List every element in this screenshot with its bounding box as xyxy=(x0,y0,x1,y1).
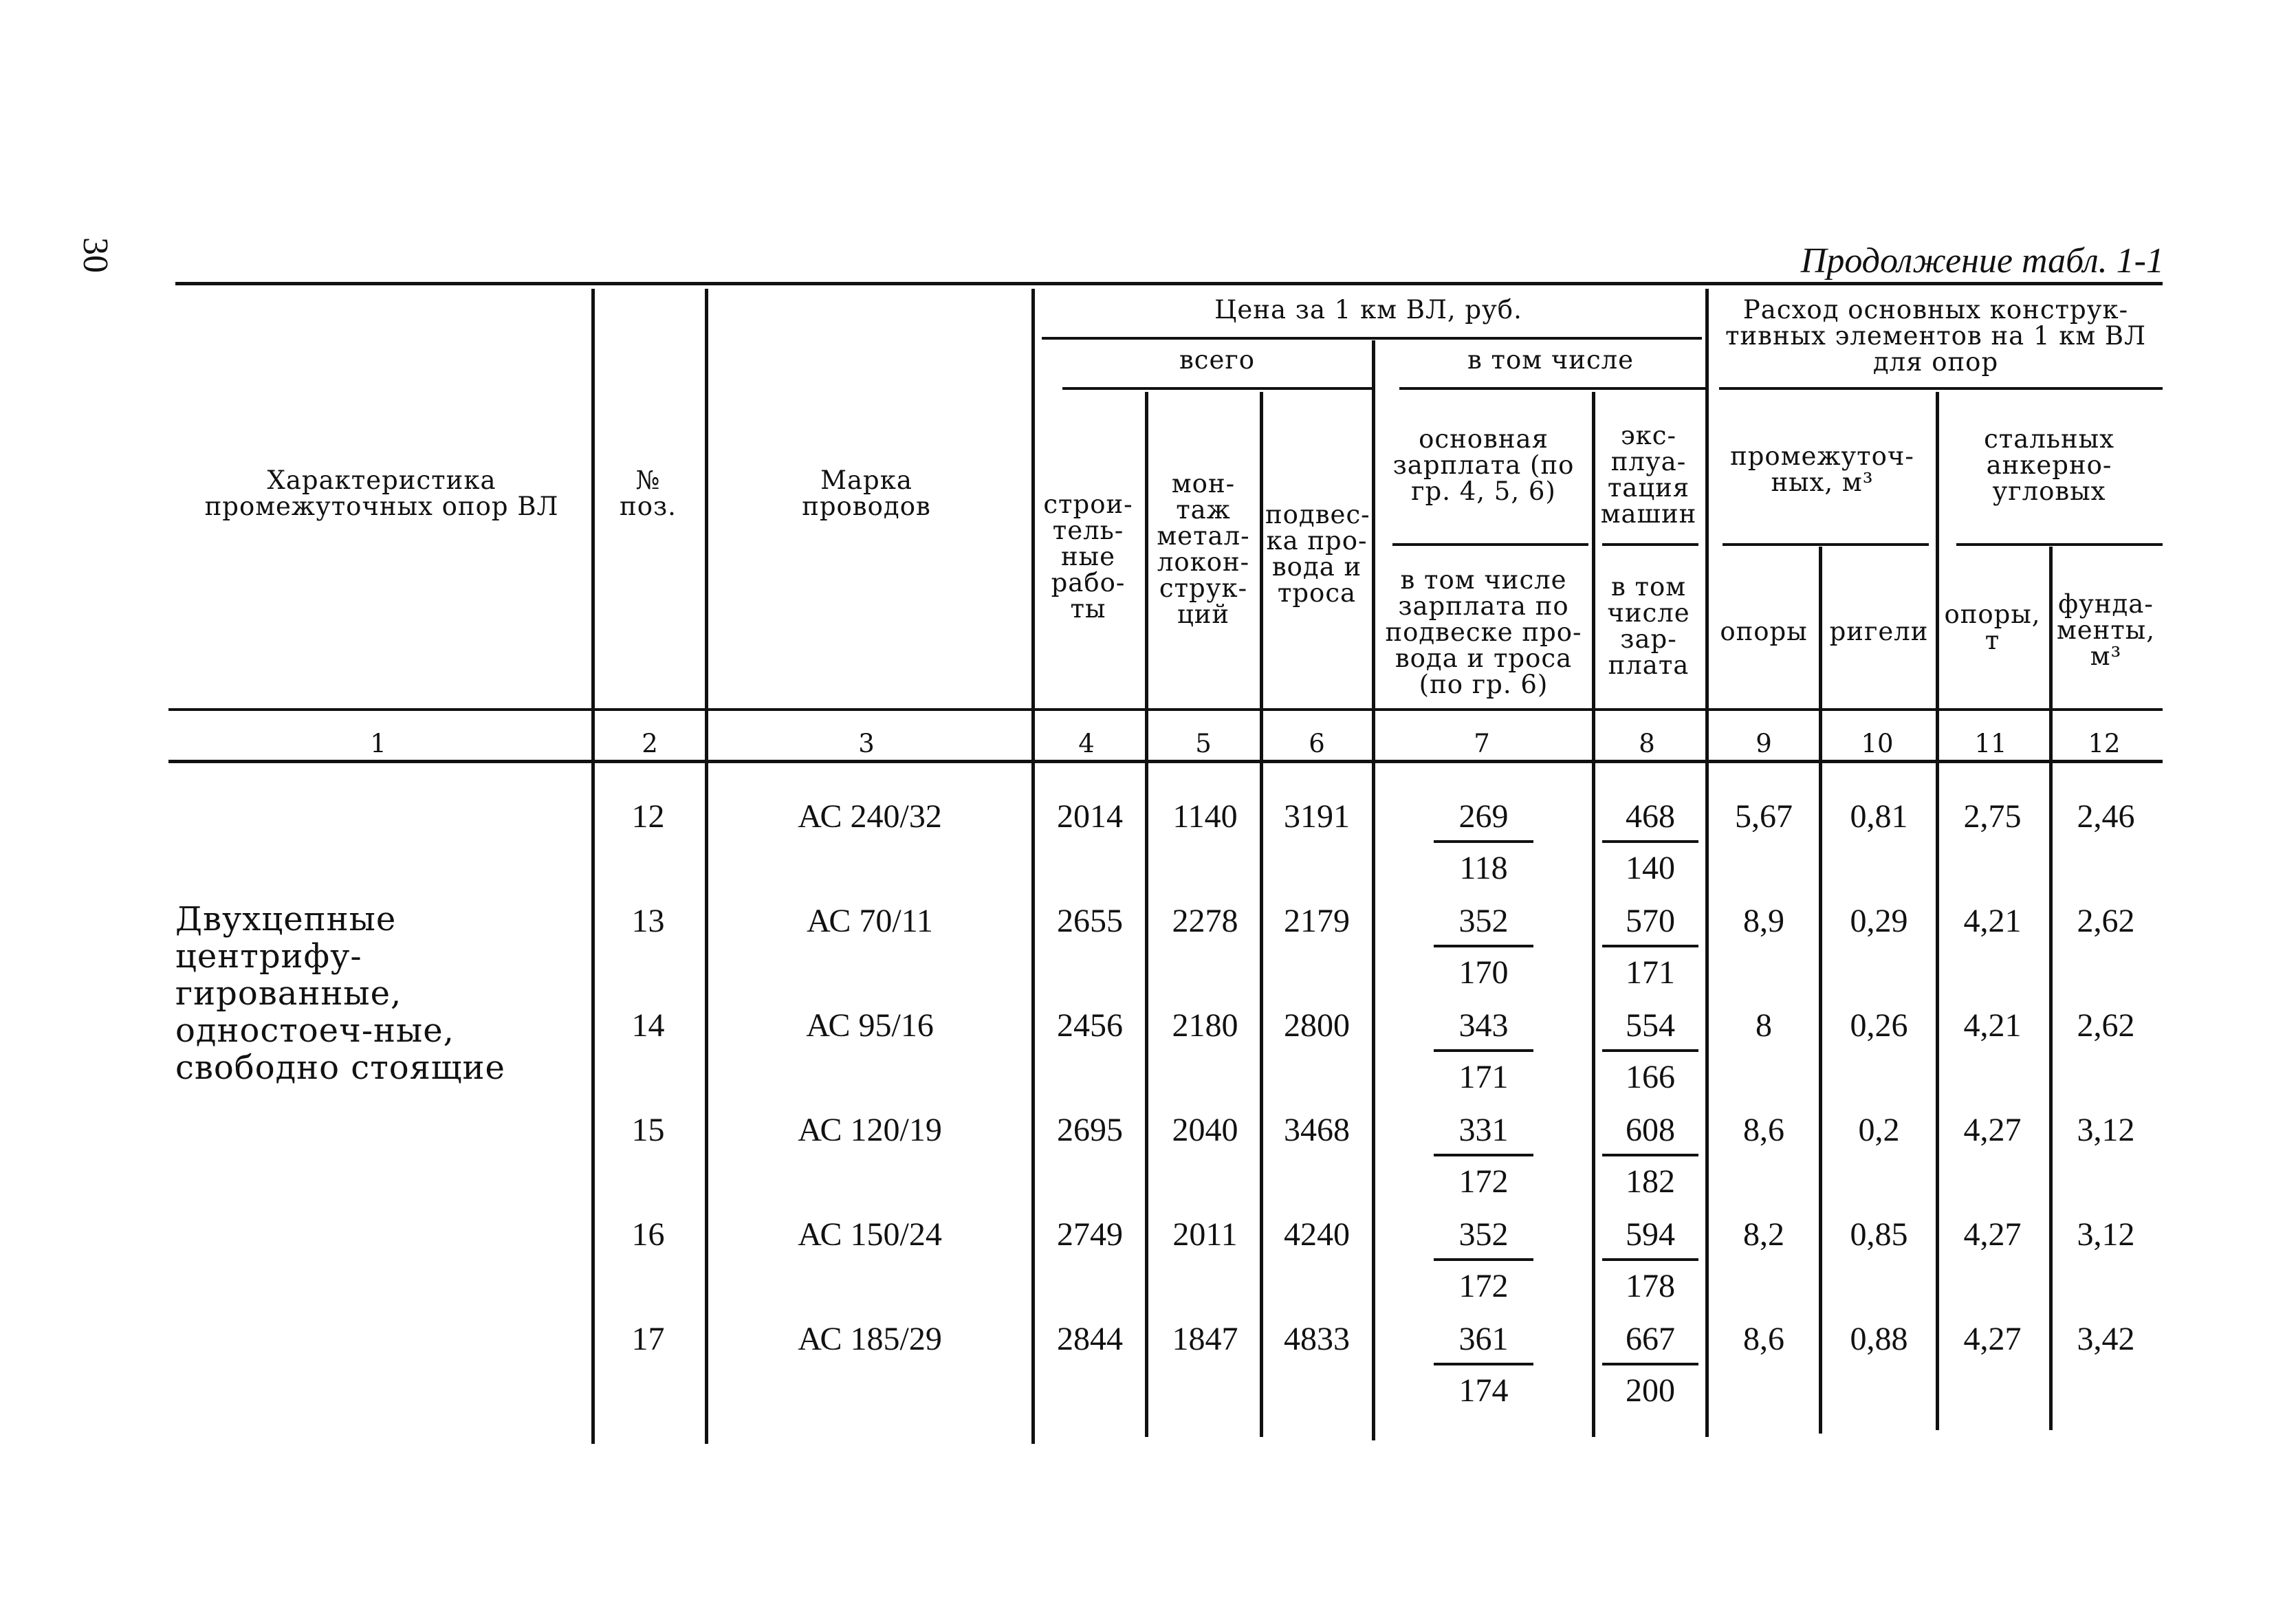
header-supports: опоры xyxy=(1720,617,1808,646)
cell-c5: 2011 xyxy=(1172,1216,1238,1253)
characteristic-text: Двухцепные центрифу-гированные, одностоеч-ные, свободно стоящие xyxy=(175,900,505,1087)
cell-c11: 4,21 xyxy=(1963,903,2022,939)
header-wire-brand: Марка проводов xyxy=(802,465,931,521)
header-consumption-group: Расход основных конструк-тивных элементов на 1 км ВЛ для опор xyxy=(1725,295,2146,377)
header-machine-use-sub: в том числе зар-плата xyxy=(1607,572,1690,680)
cell-c6: 2179 xyxy=(1284,903,1350,939)
cell-brand: АС 120/19 xyxy=(798,1112,942,1148)
fraction-denominator: 118 xyxy=(1459,850,1508,886)
cell-c5: 2278 xyxy=(1172,903,1238,939)
page-number: 30 xyxy=(76,237,115,273)
fraction-bar xyxy=(1434,1049,1533,1052)
colnum-5: 5 xyxy=(1195,729,1212,758)
colnum-4: 4 xyxy=(1078,729,1095,758)
top-rule xyxy=(175,282,2163,285)
fraction-denominator: 182 xyxy=(1626,1163,1675,1200)
header-intermediate: промежуточ-ных, м³ xyxy=(1730,441,1914,497)
fraction-numerator: 352 xyxy=(1458,1216,1509,1253)
cell-c5: 1140 xyxy=(1172,798,1238,835)
colnum-2: 2 xyxy=(642,729,658,758)
cell-c5: 2180 xyxy=(1172,1007,1238,1044)
cell-c12: 2,62 xyxy=(2077,903,2135,939)
cell-brand: АС 70/11 xyxy=(807,903,933,939)
fraction-numerator: 343 xyxy=(1458,1007,1509,1044)
cell-c6: 4240 xyxy=(1284,1216,1350,1253)
vrule-7 xyxy=(1592,392,1595,1437)
fraction-numerator: 594 xyxy=(1626,1216,1675,1253)
fraction-numerator: 554 xyxy=(1626,1007,1675,1044)
cell-pos: 16 xyxy=(631,1216,665,1253)
vrule-6 xyxy=(1372,340,1375,1440)
cell-pos: 17 xyxy=(631,1321,665,1357)
cell-c4: 2014 xyxy=(1057,798,1123,835)
fraction-numerator: 352 xyxy=(1458,903,1509,939)
header-characteristic: Характеристика промежуточных опор ВЛ xyxy=(204,465,559,521)
header-crossbars: ригели xyxy=(1829,617,1929,646)
vrule-5 xyxy=(1260,392,1263,1437)
fraction-denominator: 171 xyxy=(1458,1059,1509,1095)
fraction-bar xyxy=(1602,1258,1698,1261)
cell-c12: 2,62 xyxy=(2077,1007,2135,1044)
colnum-rule xyxy=(168,760,2163,763)
fraction-numerator: 608 xyxy=(1626,1112,1675,1148)
total-rule xyxy=(1062,387,1372,390)
fraction-denominator: 178 xyxy=(1626,1268,1675,1304)
cell-c4: 2456 xyxy=(1057,1007,1123,1044)
cell-c4: 2749 xyxy=(1057,1216,1123,1253)
cell-c9: 8,9 xyxy=(1743,903,1784,939)
fraction-denominator: 140 xyxy=(1626,850,1675,886)
vrule-9 xyxy=(1819,547,1822,1434)
fraction-denominator: 172 xyxy=(1458,1268,1509,1304)
fraction-numerator: 269 xyxy=(1458,798,1509,835)
cell-c9: 8,6 xyxy=(1743,1321,1784,1357)
header-machine-use: экс-плуа-тация машин xyxy=(1600,421,1697,529)
vrule-11 xyxy=(2049,547,2053,1430)
fraction-denominator: 172 xyxy=(1458,1163,1509,1200)
cell-c4: 2695 xyxy=(1057,1112,1123,1148)
colnum-10: 10 xyxy=(1861,729,1894,758)
cell-c9: 8 xyxy=(1756,1007,1772,1044)
sub-rule-8 xyxy=(1602,543,1698,546)
cell-brand: АС 240/32 xyxy=(798,798,942,835)
cell-c6: 2800 xyxy=(1284,1007,1350,1044)
header-base-salary-sub: в том числе зарплата по подвеске про-вода и троса (по гр. 6) xyxy=(1385,565,1582,699)
fraction-bar xyxy=(1434,1363,1533,1365)
cell-c6: 3468 xyxy=(1284,1112,1350,1148)
cell-c9: 8,6 xyxy=(1743,1112,1784,1148)
sub-rule-11-12 xyxy=(1956,543,2163,546)
cell-c12: 3,42 xyxy=(2077,1321,2135,1357)
fraction-denominator: 170 xyxy=(1458,954,1509,991)
header-suspension: подвес-ка про-вода и троса xyxy=(1265,500,1370,608)
colnum-7: 7 xyxy=(1474,729,1490,758)
fraction-bar xyxy=(1434,945,1533,947)
cell-c11: 4,27 xyxy=(1963,1216,2022,1253)
cell-c10: 0,88 xyxy=(1850,1321,1908,1357)
header-mounting: мон-таж метал-локон-струк-ций xyxy=(1157,469,1250,629)
fraction-denominator: 166 xyxy=(1626,1059,1675,1095)
cell-c4: 2655 xyxy=(1057,903,1123,939)
sub-rule-7 xyxy=(1392,543,1588,546)
cell-c11: 4,21 xyxy=(1963,1007,2022,1044)
fraction-numerator: 570 xyxy=(1626,903,1675,939)
colnum-1: 1 xyxy=(370,729,386,758)
colnum-6: 6 xyxy=(1309,729,1325,758)
header-foundations: фунда-менты, м³ xyxy=(2056,589,2155,671)
fraction-numerator: 468 xyxy=(1626,798,1675,835)
fraction-denominator: 200 xyxy=(1626,1372,1675,1409)
cell-c6: 4833 xyxy=(1284,1321,1350,1357)
cell-pos: 14 xyxy=(631,1007,665,1044)
cell-c12: 2,46 xyxy=(2077,798,2135,835)
fraction-numerator: 667 xyxy=(1626,1321,1675,1357)
header-in-number: в том числе xyxy=(1467,345,1635,375)
vrule-1 xyxy=(591,289,595,1444)
fraction-bar xyxy=(1434,1154,1533,1156)
table-caption: Продолжение табл. 1-1 xyxy=(1800,241,2164,281)
header-steel-anchor: стальных анкерно-угловых xyxy=(1984,424,2114,506)
cell-c6: 3191 xyxy=(1284,798,1350,835)
header-total: всего xyxy=(1179,345,1256,375)
vrule-2 xyxy=(705,289,708,1444)
fraction-bar xyxy=(1602,1154,1698,1156)
cell-brand: АС 150/24 xyxy=(798,1216,942,1253)
fraction-numerator: 331 xyxy=(1458,1112,1509,1148)
cell-c12: 3,12 xyxy=(2077,1112,2135,1148)
header-pos: № поз. xyxy=(620,465,677,521)
cell-c11: 4,27 xyxy=(1963,1321,2022,1357)
cell-brand: АС 185/29 xyxy=(798,1321,942,1357)
fraction-bar xyxy=(1602,945,1698,947)
in-number-rule xyxy=(1399,387,1705,390)
cell-c12: 3,12 xyxy=(2077,1216,2135,1253)
cell-c5: 2040 xyxy=(1172,1112,1238,1148)
cell-c11: 2,75 xyxy=(1963,798,2022,835)
fraction-bar xyxy=(1434,840,1533,843)
cell-c9: 5,67 xyxy=(1735,798,1793,835)
fraction-bar xyxy=(1602,840,1698,843)
consumption-group-rule xyxy=(1719,387,2163,390)
fraction-denominator: 171 xyxy=(1626,954,1675,991)
vrule-4 xyxy=(1145,392,1148,1437)
vrule-8 xyxy=(1705,289,1709,1437)
price-group-rule xyxy=(1042,337,1702,340)
sub-rule-9-10 xyxy=(1723,543,1929,546)
cell-c10: 0,2 xyxy=(1858,1112,1900,1148)
fraction-numerator: 361 xyxy=(1458,1321,1509,1357)
header-construction: строи-тель-ные рабо-ты xyxy=(1043,490,1133,624)
colnum-12: 12 xyxy=(2088,729,2121,758)
header-base-salary: основная зарплата (по гр. 4, 5, 6) xyxy=(1392,424,1575,506)
fraction-bar xyxy=(1602,1049,1698,1052)
fraction-denominator: 174 xyxy=(1458,1372,1509,1409)
cell-brand: АС 95/16 xyxy=(806,1007,934,1044)
vrule-3 xyxy=(1031,289,1035,1444)
colnum-11: 11 xyxy=(1974,729,2007,758)
cell-pos: 15 xyxy=(631,1112,665,1148)
colnum-3: 3 xyxy=(858,729,875,758)
colnum-8: 8 xyxy=(1639,729,1655,758)
header-supports-t: опоры, т xyxy=(1944,600,2041,655)
cell-c5: 1847 xyxy=(1172,1321,1238,1357)
fraction-bar xyxy=(1434,1258,1533,1261)
cell-c11: 4,27 xyxy=(1963,1112,2022,1148)
cell-c4: 2844 xyxy=(1057,1321,1123,1357)
cell-pos: 13 xyxy=(631,903,665,939)
cell-pos: 12 xyxy=(631,798,665,835)
fraction-bar xyxy=(1602,1363,1698,1365)
header-bottom-rule xyxy=(168,708,2163,711)
cell-c10: 0,85 xyxy=(1850,1216,1908,1253)
cell-c10: 0,81 xyxy=(1850,798,1908,835)
cell-c10: 0,29 xyxy=(1850,903,1908,939)
colnum-9: 9 xyxy=(1756,729,1772,758)
cell-c10: 0,26 xyxy=(1850,1007,1908,1044)
header-price-group: Цена за 1 км ВЛ, руб. xyxy=(1214,295,1522,325)
cell-c9: 8,2 xyxy=(1743,1216,1784,1253)
